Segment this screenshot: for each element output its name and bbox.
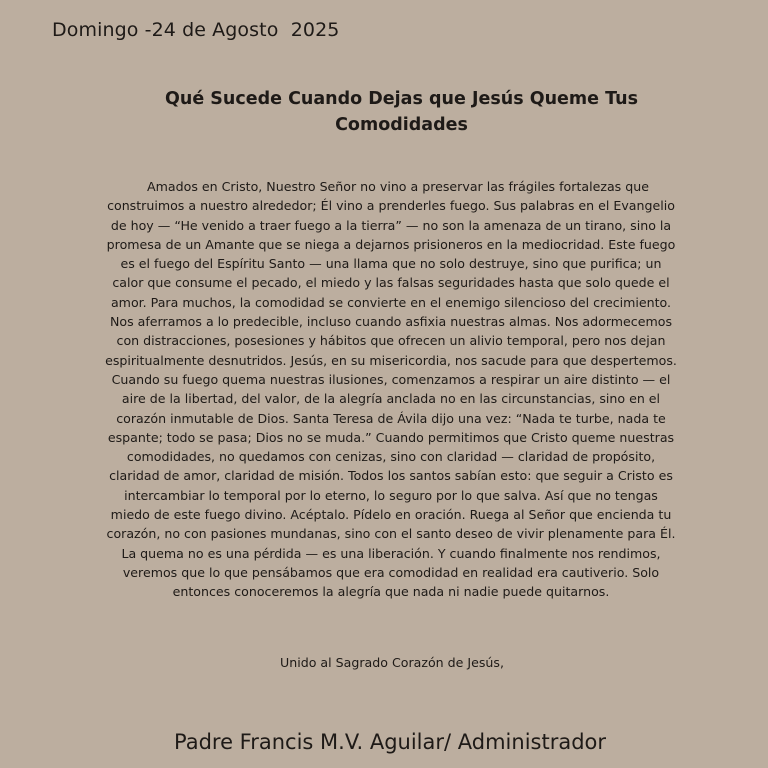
article-title: Qué Sucede Cuando Dejas que Jesús Queme Tus Comodidades [164, 89, 638, 135]
date-line: Domingo -24 de Agosto 2025 [52, 19, 340, 41]
closing-line: Unido al Sagrado Corazón de Jesús, [280, 655, 504, 670]
signature: Padre Francis M.V. Aguilar/ Administrador [173, 730, 607, 754]
article-body: Amados en Cristo, Nuestro Señor no vino a preservar las frágiles fortalezas que construimos a nuestro alrededor; Él vino a prenderles fuego. Sus palabras en el Evangelio de hoy — “He venido a traer fuego a la tierra” — no son la amenaza de un tirano, sino la promesa de un Amante que se niega a dejarnos prisioneros en la mediocridad. Este fuego es el fuego del Espíritu Santo — una llama que no solo destruye, sino que purifica; un calor que consume el pecado, el miedo y las falsas seguridades hasta que solo quede el amor. Para muchos, la comodidad se convierte en el enemigo silencioso del crecimiento. Nos aferramos a lo predecible, incluso cuando asfixia nuestras almas. Nos adormecemos con distracciones, posesiones y hábitos que ofrecen un alivio temporal, pero nos dejan espiritualmente desnutridos. Jesús, en su misericordia, nos sacude para que despertemos. Cuando su fuego quema nuestras ilusiones, comenzamos a respirar un aire distinto — el aire de la libertad, del valor, de la alegría anclada no en las circunstancias, sino en el corazón inmutable de Dios. Santa Teresa de Ávila dijo una vez: “Nada te turbe, nada te espante; todo se pasa; Dios no se muda.” Cuando permitimos que Cristo queme nuestras comodidades, no quedamos con cenizas, sino con claridad — claridad de propósito, claridad de amor, claridad de misión. Todos los santos sabían esto: que seguir a Cristo es intercambiar lo temporal por lo eterno, lo seguro por lo que salva. Así que no tengas miedo de este fuego divino. Acéptalo. Pídelo en oración. Ruega al Señor que encienda tu corazón, no con pasiones mundanas, sino con el santo deseo de vivir plenamente para Él. La quema no es una pérdida — es una liberación. Y cuando finalmente nos rendimos, veremos que lo que pensábamos que era comodidad en realidad era cautiverio. Solo entonces conoceremos la alegría que nada ni nadie puede quitarnos. [105, 179, 677, 600]
